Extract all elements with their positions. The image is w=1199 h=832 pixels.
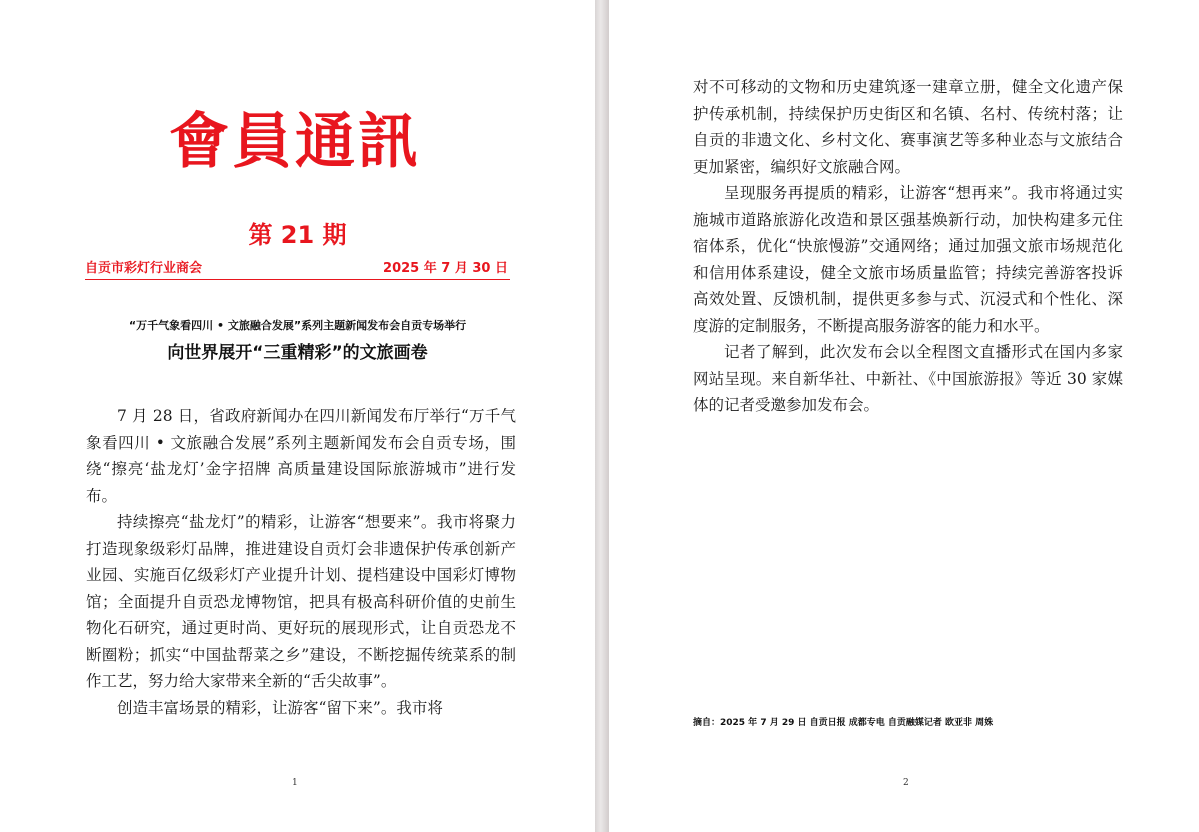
source-attribution: 摘自：2025 年 7 月 29 日 自贡日报 成都专电 自贡融媒记者 欧亚非 周姝	[693, 718, 994, 728]
page-number: 2	[903, 778, 909, 788]
issue-number: 第 21 期	[248, 221, 347, 249]
publication-info-row	[85, 259, 510, 280]
paragraph: 7 月 28 日，省政府新闻办在四川新闻发布厅举行“万千气象看四川 • 文旅融合发展”系列主题新闻发布会自贡专场，围绕“擦亮‘盐龙灯’金字招牌 高质量建设国际旅游城市”进行发布。	[86, 407, 516, 505]
document-page-1	[0, 0, 595, 832]
newsletter-masthead: 會員通訊	[169, 107, 421, 177]
article-body-page-1	[86, 403, 516, 721]
article-subtitle: “万千气象看四川 • 文旅融合发展”系列主题新闻发布会自贡专场举行	[128, 319, 467, 332]
article-headline: 向世界展开“三重精彩”的文旅画卷	[167, 343, 428, 363]
paragraph: 创造丰富场景的精彩，让游客“留下来”。我市将	[117, 698, 443, 717]
paragraph: 持续擦亮“盐龙灯”的精彩，让游客“想要来”。我市将聚力打造现象级彩灯品牌，推进建设自贡灯会非遗保护传承创新产业园、实施百亿级彩灯产业提升计划、提档建设中国彩灯博物馆；全面提升自贡恐龙博物馆，把具有极高科研价值的史前生物化石研究，通过更时尚、更好玩的展现形式，让自贡恐龙不断圈粉；抓实“中国盐帮菜之乡”建设，不断挖掘传统菜系的制作工艺，努力给大家带来全新的“舌尖故事”。	[86, 513, 516, 690]
paragraph: 对不可移动的文物和历史建筑逐一建章立册，健全文化遗产保护传承机制，持续保护历史街区和名镇、名村、传统村落；让自贡的非遗文化、乡村文化、赛事演艺等多种业态与文旅结合更加紧密，编织好文旅融合网。	[693, 78, 1123, 176]
paragraph: 呈现服务再提质的精彩，让游客“想再来”。我市将通过实施城市道路旅游化改造和景区强基焕新行动，加快构建多元住宿体系，优化“快旅慢游”交通网络；通过加强文旅市场规范化和信用体系建设，健全文旅市场质量监管；持续完善游客投诉高效处置、反馈机制，提供更多参与式、沉浸式和个性化、深度游的定制服务，不断提高服务游客的能力和水平。	[693, 184, 1123, 335]
article-body-page-2	[693, 74, 1123, 419]
page-gap	[595, 0, 609, 832]
page-number: 1	[292, 778, 298, 788]
paragraph: 记者了解到，此次发布会以全程图文直播形式在国内多家网站呈现。来自新华社、中新社、《中国旅游报》等近 30 家媒体的记者受邀参加发布会。	[693, 343, 1123, 414]
publisher-name: 自贡市彩灯行业商会	[85, 261, 203, 276]
document-page-2	[609, 0, 1199, 832]
publish-date: 2025 年 7 月 30 日	[383, 261, 508, 276]
